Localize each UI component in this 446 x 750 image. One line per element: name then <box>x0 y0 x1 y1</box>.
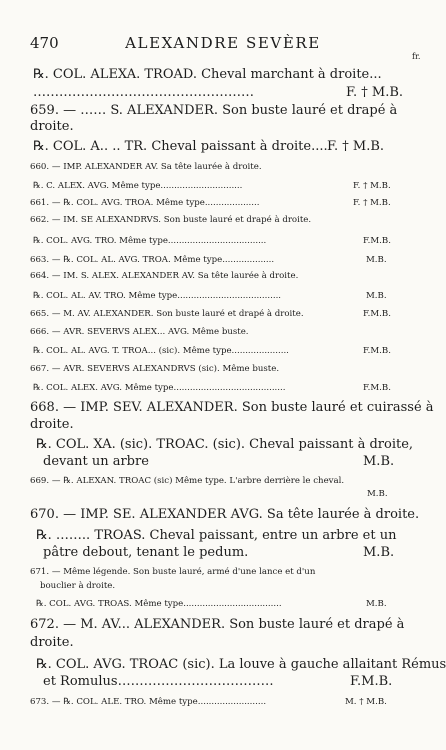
catalogue-line-value: M.B. <box>363 545 395 560</box>
catalogue-line: ℞. COL. AVG. TROAC (sic). La louve à gauche allaitant Rémus <box>36 657 446 672</box>
catalogue-line-value: M. † M.B. <box>345 697 387 707</box>
catalogue-line: 660. — IMP. ALEXANDER AV. Sa tête laurée à droite. <box>30 162 262 172</box>
catalogue-line-value: M.B. <box>366 291 387 301</box>
catalogue-line: 669. — ℞. ALEXAN. TROAC (sic) Même type. L'arbre derrière le cheval. <box>30 476 345 486</box>
catalogue-line: 662. — IM. SE ALEXANDRVS. Son buste lauré et drapé à droite. <box>30 215 312 225</box>
catalogue-line: 659. — …… S. ALEXANDER. Son buste lauré et drapé à <box>30 103 398 118</box>
catalogue-line: et Romulus……………………………… <box>43 674 274 689</box>
catalogue-line: 664. — IM. S. ALEX. ALEXANDER AV. Sa tête laurée à droite. <box>30 271 299 281</box>
catalogue-line: 673. — ℞. COL. ALE. TRO. Même type......................... <box>30 697 267 707</box>
catalogue-line: droite. <box>30 119 74 134</box>
catalogue-line: ℞. …….. TROAS. Cheval paissant, entre un arbre et un <box>36 528 397 543</box>
catalogue-line: ℞. COL. AVG. TRO. Même type.................................... <box>33 236 267 246</box>
catalogue-line-value: F.M.B. <box>363 383 391 393</box>
catalogue-line: 666. — AVR. SEVERVS ALEX... AVG. Même buste. <box>30 327 249 337</box>
catalogue-line: ℞. COL. ALEXA. TROAD. Cheval marchant à droite... <box>33 67 382 82</box>
catalogue-line: pâtre debout, tenant le pedum. <box>43 545 249 560</box>
catalogue-line-value: F. † M.B. <box>327 139 385 154</box>
catalogue-line: ℞. COL. AL. AVG. T. TROA... (sic). Même type..................... <box>33 346 289 356</box>
catalogue-line-value: F.M.B. <box>363 346 391 356</box>
catalogue-line: bouclier à droite. <box>40 581 116 591</box>
catalogue-line-value: M.B. <box>366 599 387 609</box>
catalogue-line: 671. — Même légende. Son buste lauré, armé d'une lance et d'un <box>30 567 316 577</box>
catalogue-line: devant un arbre <box>43 454 149 469</box>
catalogue-line-value: M.B. <box>363 454 395 469</box>
catalogue-line: ℞. C. ALEX. AVG. Même type.............................. <box>33 181 243 191</box>
catalogue-line: ℞. COL. AVG. TROAS. Même type.................................... <box>36 599 282 609</box>
catalogue-line: ℞. COL. ALEX. AVG. Même type......................................... <box>33 383 286 393</box>
catalogue-line: 670. — IMP. SE. ALEXANDER AVG. Sa tête laurée à droite. <box>30 507 420 522</box>
catalogue-line: 663. — ℞. COL. AL. AVG. TROA. Même type................... <box>30 255 275 265</box>
catalogue-line: …………………………………………… <box>33 85 254 100</box>
catalogue-line: 665. — M. AV. ALEXANDER. Son buste lauré et drapé à droite. <box>30 309 304 319</box>
catalogue-line-value: F. † M.B. <box>353 198 391 208</box>
catalogue-line-value: F.M.B. <box>363 236 391 246</box>
catalogue-line: droite. <box>30 635 74 650</box>
catalogue-line: M.B. <box>367 489 388 499</box>
catalogue-line: 672. — M. AV... ALEXANDER. Son buste lauré et drapé à <box>30 617 405 632</box>
running-title: ALEXANDRE SEVÈRE <box>125 34 321 52</box>
margin-note: fr. <box>412 52 421 61</box>
catalogue-line: droite. <box>30 417 74 432</box>
catalogue-line: 667. — AVR. SEVERVS ALEXANDRVS (sic). Même buste. <box>30 364 280 374</box>
page-number: 470 <box>30 34 59 52</box>
catalogue-line: 668. — IMP. SEV. ALEXANDER. Son buste lauré et cuirassé à <box>30 400 434 415</box>
catalogue-line-value: F.M.B. <box>363 309 391 319</box>
catalogue-line: ℞. COL. A.. .. TR. Cheval paissant à droite..... <box>33 139 332 154</box>
catalogue-line-value: F. † M.B. <box>353 181 391 191</box>
catalogue-line-value: F.M.B. <box>350 674 393 689</box>
catalogue-line: ℞. COL. XA. (sic). TROAC. (sic). Cheval paissant à droite, <box>36 437 414 452</box>
catalogue-line-value: M.B. <box>366 255 387 265</box>
catalogue-line: 661. — ℞. COL. AVG. TROA. Même type.................... <box>30 198 260 208</box>
catalogue-line: ℞. COL. AL. AV. TRO. Même type...................................... <box>33 291 282 301</box>
catalogue-line-value: F. † M.B. <box>346 85 404 100</box>
